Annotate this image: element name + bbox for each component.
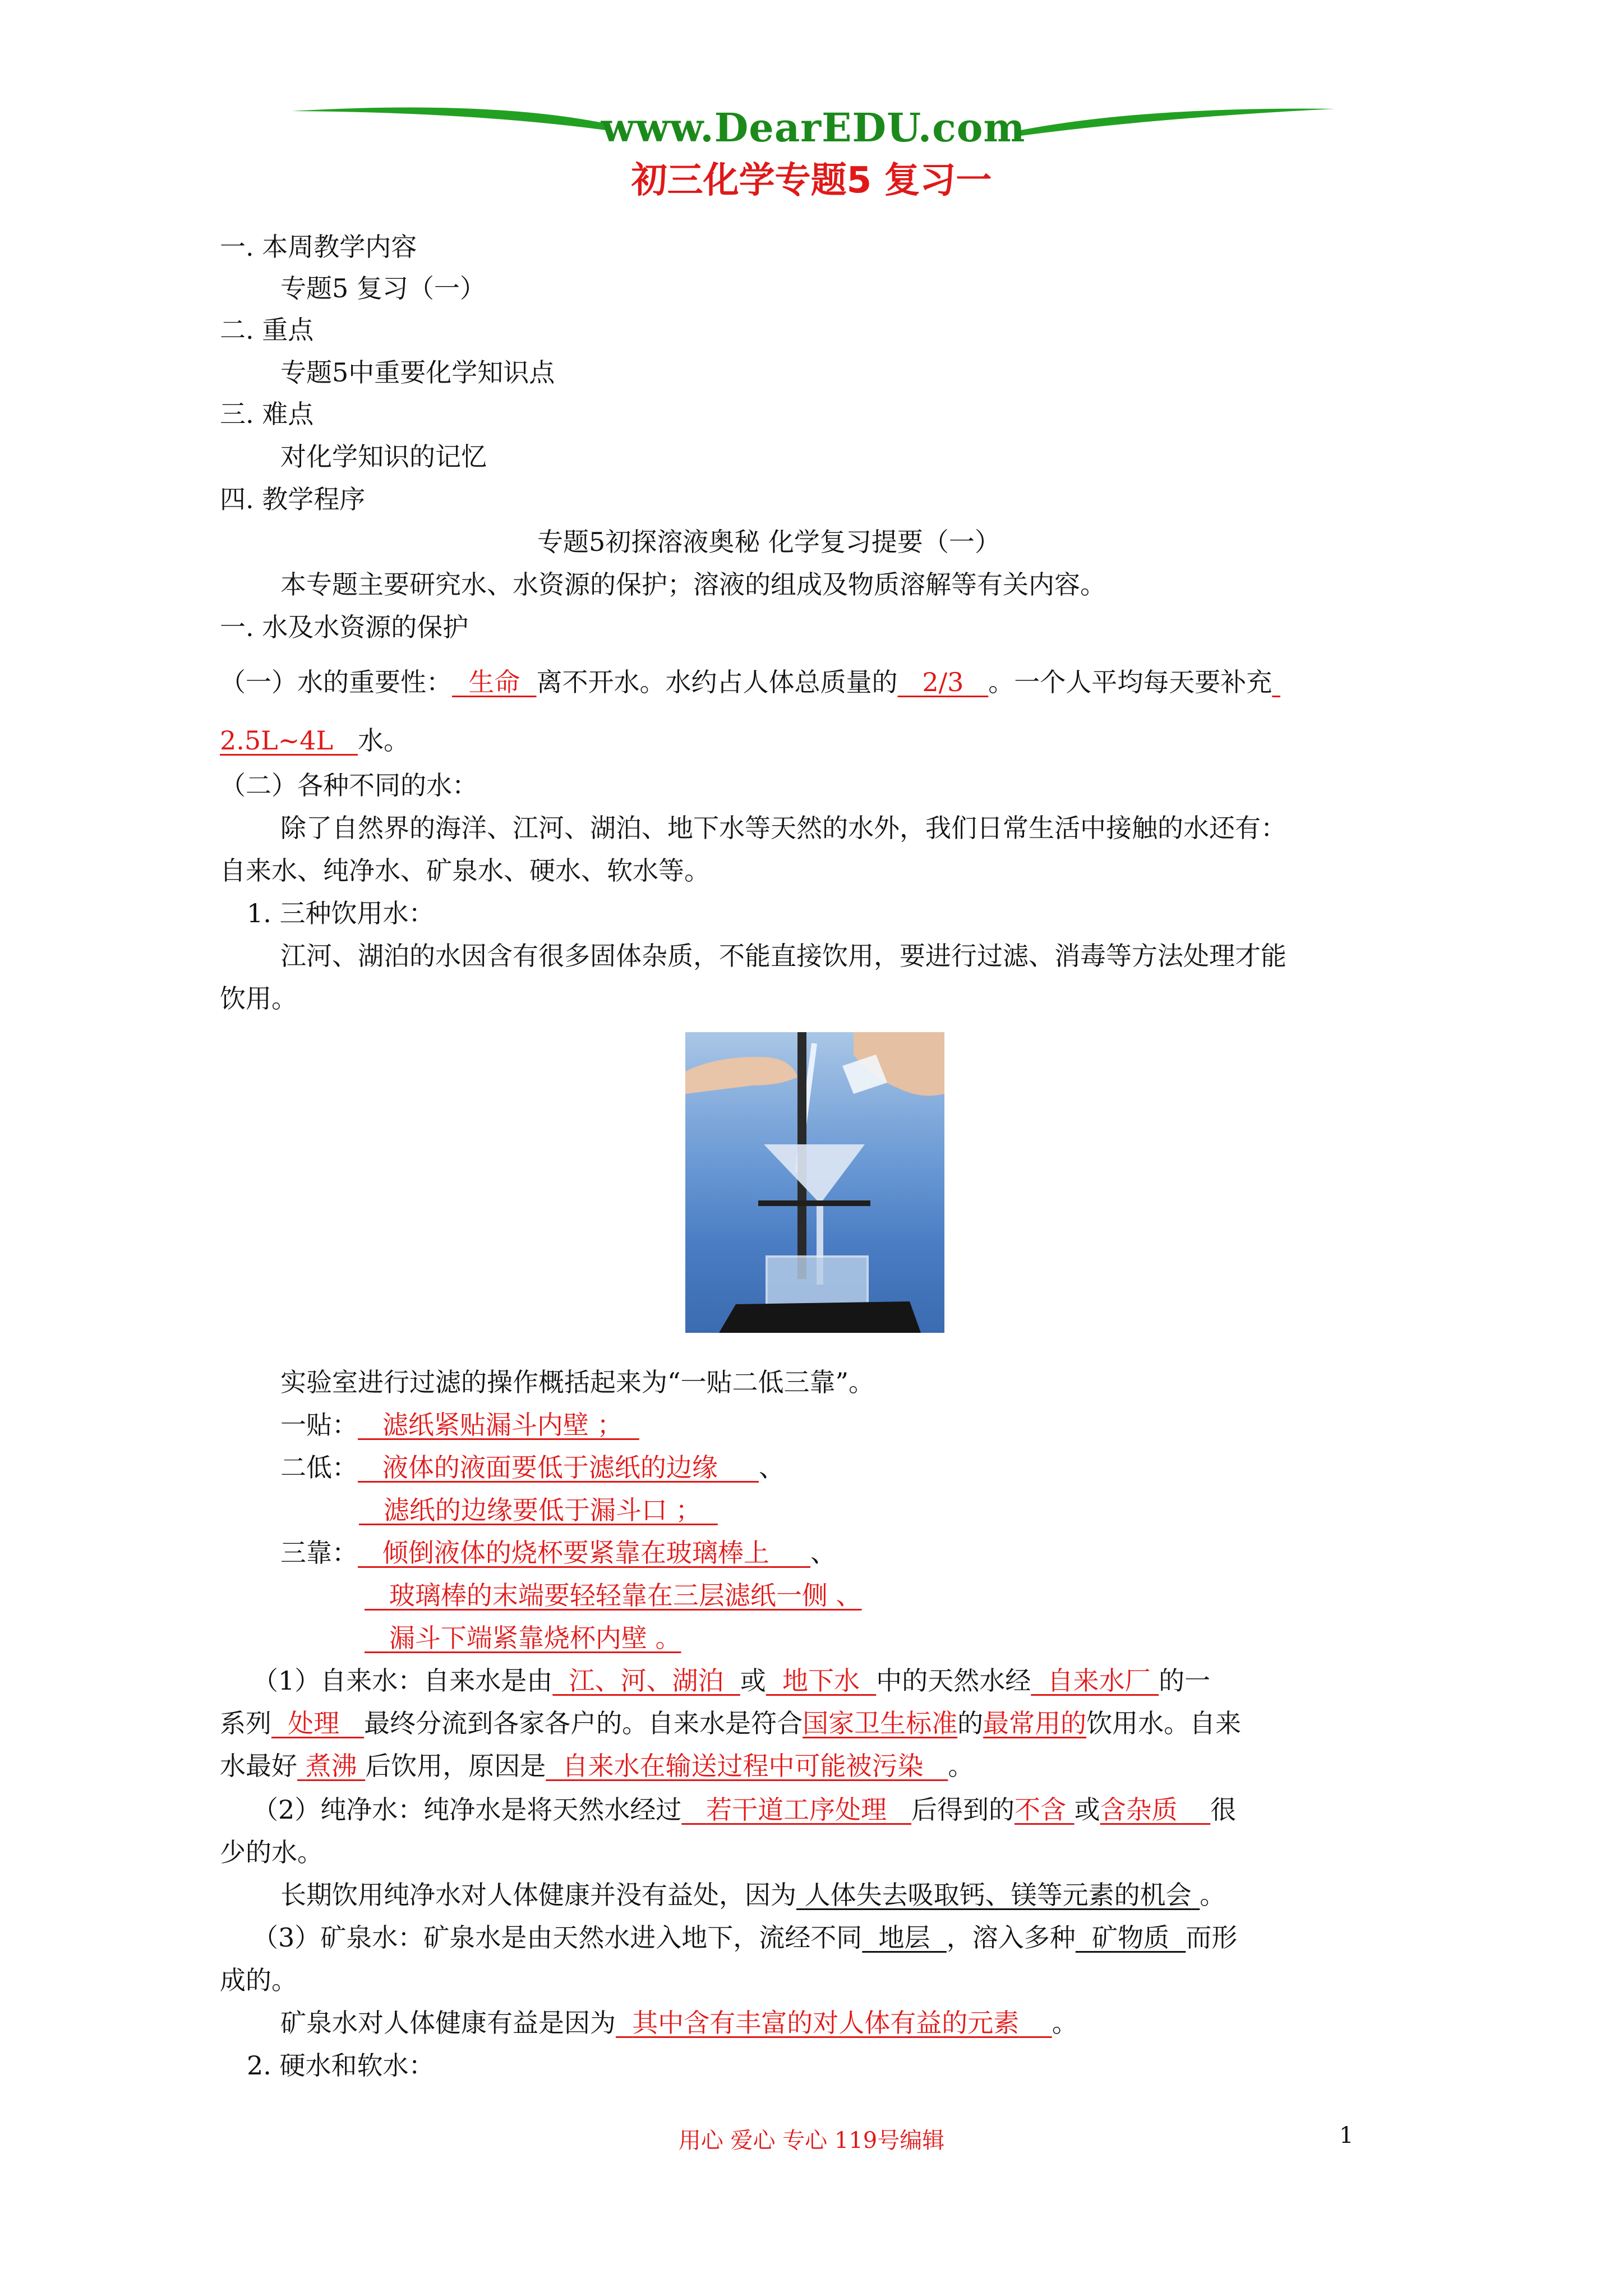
outline-item-5: 三. 难点 — [220, 399, 314, 429]
answer-filter-paper: 滤纸紧贴漏斗内壁 ； — [382, 1410, 623, 1440]
mineral-water-line-1: （3）矿泉水：矿泉水是由天然水进入地下，流经不同 地层 ，溶入多种 矿物质 而形 — [252, 1922, 1238, 1953]
site-banner — [292, 101, 1335, 157]
outline-item-1: 一. 本周教学内容 — [220, 232, 417, 262]
outline-item-3: 二. 重点 — [220, 315, 314, 345]
answer-beaker-rod: 倾倒液体的烧杯要紧靠在玻璃棒上 — [382, 1538, 769, 1568]
answer-liquid-level: 液体的液面要低于滤纸的边缘 — [382, 1452, 718, 1483]
outline-item-4: 专题5中重要化学知识点 — [280, 357, 555, 388]
hard-soft-water-heading: 2. 硬水和软水： — [247, 2050, 435, 2081]
answer-daily-amount: 2.5L~4L — [220, 725, 334, 756]
site-url: www.DearEDU.com — [601, 104, 1026, 151]
section-heading-water: 一. 水及水资源的保护 — [220, 612, 469, 642]
mineral-water-line-2: 成的。 — [220, 1965, 297, 1995]
importance-line-1: （一）水的重要性： 生命 离不开水。水约占人体总质量的 2/3 。一个人平均每天要补充 — [220, 667, 1272, 697]
page-number: 1 — [1339, 2123, 1354, 2148]
outline-item-7: 四. 教学程序 — [220, 484, 366, 514]
mineral-water-line-3: 矿泉水对人体健康有益是因为 其中含有丰富的对人体有益的元素 。 — [280, 2008, 1078, 2038]
page-title: 初三化学专题5 复习一 — [631, 160, 992, 201]
filtration-illustration-icon — [685, 1032, 944, 1333]
outline-item-6: 对化学知识的记忆 — [280, 441, 487, 472]
tap-water-line-3: 水最好 煮沸 后饮用，原因是 自来水在输送过程中可能被污染 。 — [220, 1751, 974, 1781]
filtration-rule-three-a: 三靠： 倾倒液体的烧杯要紧靠在玻璃棒上 、 — [280, 1538, 836, 1568]
filtration-rule-one: 一贴： 滤纸紧贴漏斗内壁 ； — [280, 1410, 623, 1440]
filtration-rule-two-a: 二低： 液体的液面要低于滤纸的边缘 、 — [280, 1452, 785, 1483]
drinking-paragraph-2: 饮用。 — [220, 983, 297, 1014]
kinds-paragraph-2: 自来水、纯净水、矿泉水、硬水、软水等。 — [220, 855, 710, 886]
filtration-photo — [685, 1032, 944, 1333]
outline-item-2: 专题5 复习（一） — [280, 273, 486, 303]
answer-life: 生命 — [468, 667, 520, 697]
pure-water-line-2: 少的水。 — [220, 1837, 323, 1867]
answer-rod-end: 玻璃棒的末端要轻轻靠在三层滤纸一侧 、 — [389, 1580, 862, 1611]
importance-line-2: 2.5L~4L 水。 — [220, 725, 409, 756]
drinking-paragraph-1: 江河、湖泊的水因含有很多固体杂质，不能直接饮用，要进行过滤、消毒等方法处理才能 — [280, 941, 1287, 971]
intro-paragraph: 本专题主要研究水、水资源的保护；溶液的组成及物质溶解等有关内容。 — [280, 569, 1106, 600]
kinds-heading: （二）各种不同的水： — [220, 770, 478, 800]
filtration-intro: 实验室进行过滤的操作概括起来为“一贴二低三靠”。 — [280, 1367, 875, 1397]
filtration-rule-three-b — [365, 1579, 862, 1612]
kinds-paragraph-1: 除了自然界的海洋、江河、湖泊、地下水等天然的水外，我们日常生活中接触的水还有： — [280, 813, 1287, 843]
page-footer: 用心 爱心 专心 119号编辑 — [678, 2128, 945, 2154]
pure-water-line-1: （2）纯净水：纯净水是将天然水经过 若干道工序处理 后得到的不含 或含杂质 很 — [252, 1795, 1237, 1825]
filtration-rule-two-b — [359, 1493, 718, 1527]
tap-water-line-1: （1）自来水：自来水是由 江、河、湖泊 或 地下水 中的天然水经 自来水厂 的一 — [252, 1665, 1211, 1696]
tap-water-line-2: 系列 处理 最终分流到各家各户的。自来水是符合国家卫生标准的最常用的饮用水。自来 — [220, 1708, 1242, 1738]
section-subtitle: 专题5初探溶液奥秘 化学复习提要（一） — [537, 527, 1000, 557]
drinking-water-heading: 1. 三种饮用水： — [247, 898, 435, 928]
answer-funnel-tip: 漏斗下端紧靠烧杯内壁 。 — [389, 1623, 681, 1653]
pure-water-line-3: 长期饮用纯净水对人体健康并没有益处，因为 人体失去吸取钙、镁等元素的机会 。 — [280, 1880, 1226, 1910]
filtration-rule-three-c — [365, 1621, 681, 1655]
answer-fraction: 2/3 — [922, 667, 964, 697]
answer-paper-edge: 滤纸的边缘要低于漏斗口 ； — [383, 1495, 702, 1525]
